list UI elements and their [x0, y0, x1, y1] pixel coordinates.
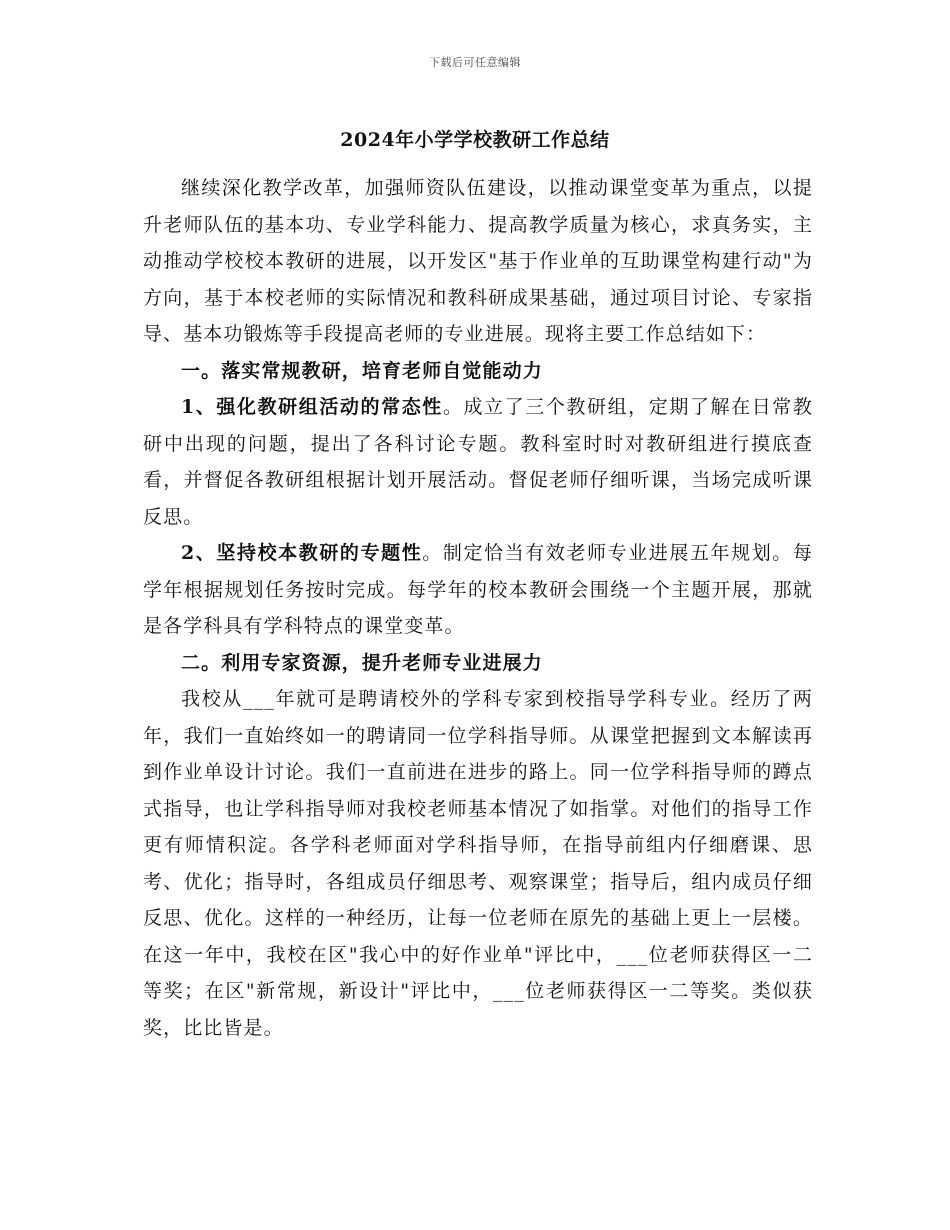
section-1-item-2 — [143, 535, 813, 645]
section-1-item-2-lead: 2、坚持校本教研的专题性 — [181, 542, 423, 564]
header-note: 下载后可任意编辑 — [429, 56, 521, 69]
section-1-item-2-text: 。制定恰当有效老师专业进展五年规划。每学年根据规划任务按时完成。每学年的校本教研会围绕一个主题开展，那就是各学科具有学科特点的课堂变革。 — [143, 542, 814, 637]
section-2-paragraph: 我校从___年就可是聘请校外的学科专家到校指导学科专业。经历了两年，我们一直始终如一的聘请同一位学科指导师。从课堂把握到文本解读再到作业单设计讨论。我们一直前进在进步的路上。同一位学科指导师的蹲点式指导，也让学科指导师对我校老师基本情况了如指掌。对他们的指导工作更有师情积淀。各学科老师面对学科指导师，在指导前组内仔细磨课、思考、优化；指导时，各组成员仔细思考、观察课堂；指导后，组内成员仔细反思、优化。这样的一种经历，让每一位老师在原先的基础上更上一层楼。在这一年中，我校在区"我心中的好作业单"评比中，___位老师获得区一二等奖；在区"新常规，新设计"评比中，___位老师获得区一二等奖。类似获奖，比比皆是。 — [143, 688, 813, 1039]
intro-paragraph: 继续深化教学改革，加强师资队伍建设，以推动课堂变革为重点，以提升老师队伍的基本功、专业学科能力、提高教学质量为核心，求真务实，主动推动学校校本教研的进展，以开发区"基于作业单的互助课堂构建行动"为方向，基于本校老师的实际情况和教科研成果基础，通过项目讨论、专家指导、基本功锻炼等手段提高老师的专业进展。现将主要工作总结如下： — [143, 177, 813, 345]
document-body — [143, 170, 813, 1046]
section-1-item-1 — [143, 389, 813, 535]
document-title: 2024年小学学校教研工作总结 — [340, 129, 610, 151]
section-2-heading: 二。利用专家资源，提升老师专业进展力 — [181, 651, 543, 674]
section-1-heading: 一。落实常规教研，培育老师自觉能动力 — [181, 359, 543, 382]
section-1-item-1-text: 。成立了三个教研组，定期了解在日常教研中出现的问题，提出了各科讨论专题。教科室时时对教研组进行摸底查看，并督促各教研组根据计划开展活动。督促老师仔细听课，当场完成听课反思。 — [143, 396, 813, 528]
section-1-item-1-lead: 1、强化教研组活动的常态性 — [181, 396, 443, 418]
